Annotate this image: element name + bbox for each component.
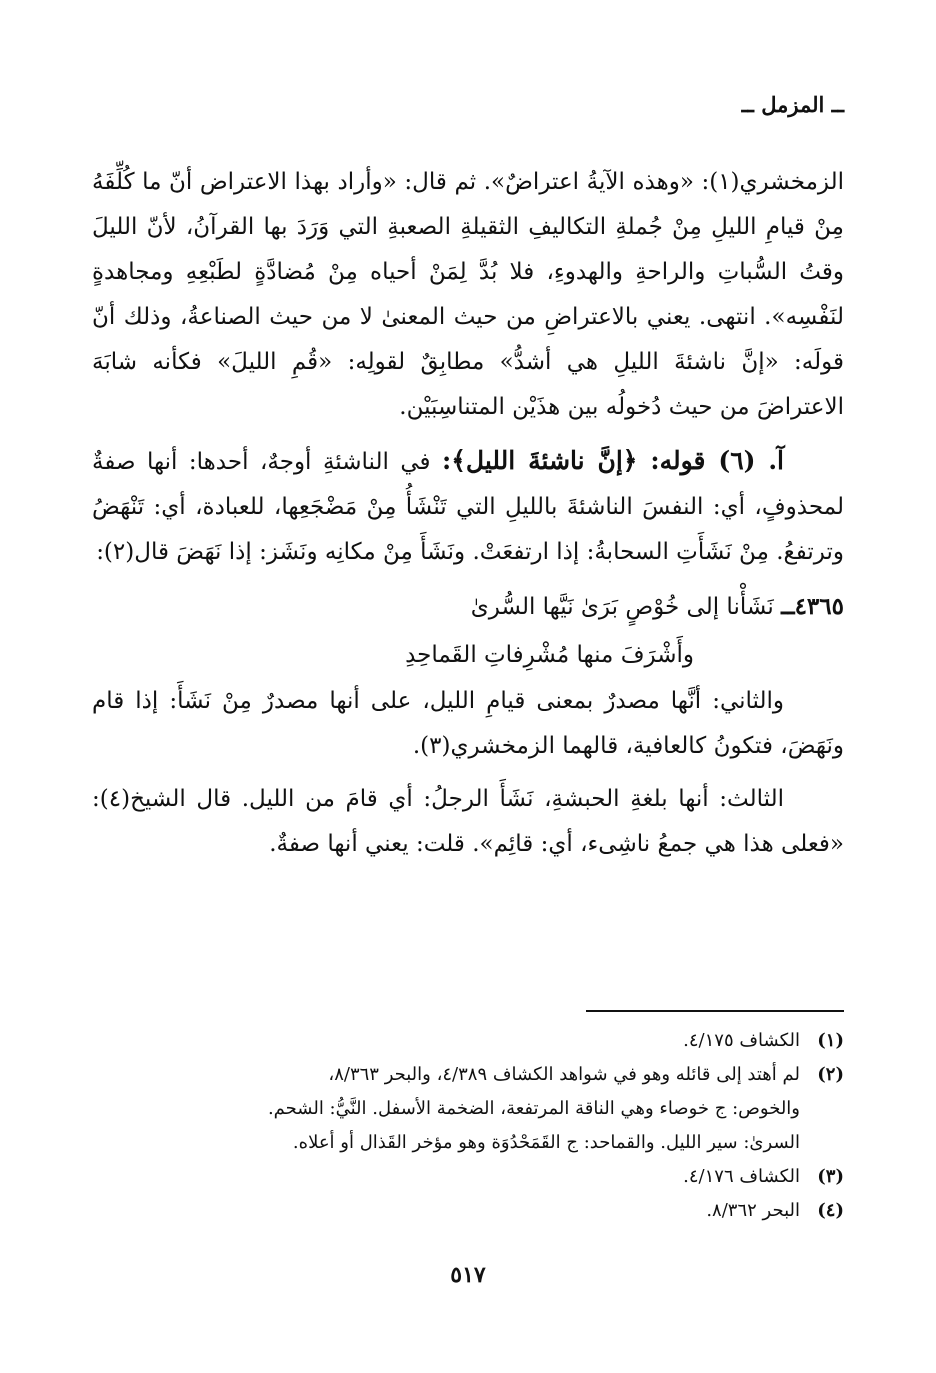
footnote-number: (١) (817, 1030, 844, 1051)
paragraph-2-text: في الناشئةِ أوجهٌ، أحدها: أنها صفةٌ لمحذوفٍ، أي: النفسَ الناشئةَ بالليلِ التي تَنْشَأُ مِنْ مَضْجَعِها، للعبادة، أي: تَنْهَضُ وترتفعُ. مِنْ نَشَأَتِ السحابةُ: إذا ارتفعَتْ. ونَشَأَ مِنْ مكانِه ونَشَز: إذا نَهَضَ قال(٢): (92, 449, 844, 565)
page-number: ٥١٧ (450, 1262, 486, 1288)
verse-line-1 (92, 583, 844, 631)
main-text (92, 160, 844, 875)
footnote-line: لم أهتد إلى قائله وهو في شواهد الكشاف ٤/٣٨٩، والبحر ٨/٣٦٣، (328, 1064, 800, 1085)
paragraph-3: والثاني: أنَّها مصدرٌ بمعنى قيامِ الليل، على أنها مصدرٌ مِنْ نَشَأَ: إذا قام ونَهَضَ، فتكونُ كالعافية، قالهما الزمخشري(٣). (92, 688, 844, 759)
footnote-text (84, 1194, 800, 1228)
footnote-text (84, 1024, 800, 1058)
verse-heading: آ. (٦) قوله: ﴿إنَّ ناشئةَ الليل﴾: (442, 446, 785, 475)
footnote-divider (586, 1010, 844, 1012)
footnote-line: السرىٰ: سير الليل. والقماحد: ج القَمَحْدُوَة وهو مؤخر القَذال أو أعلاه. (292, 1132, 800, 1153)
footnote-2 (84, 1058, 844, 1160)
footnote-line: البحر ٨/٣٦٢. (706, 1200, 800, 1221)
poem-verse (92, 583, 844, 679)
footnote-number: (٢) (817, 1064, 844, 1085)
verse-line-2: وأَشْرَفَ منها مُشْرِفاتِ القَماحِدِ (405, 642, 694, 668)
footnote-1 (84, 1024, 844, 1058)
footnote-line: الكشاف ٤/١٧٥. (683, 1030, 800, 1051)
paragraph-2 (92, 438, 844, 575)
footnotes (84, 1024, 844, 1228)
footnote-number: (٤) (817, 1200, 844, 1221)
footnote-3 (84, 1160, 844, 1194)
footnote-number: (٣) (817, 1166, 844, 1187)
verse-line-1-text: نَشَأْنا إلى خُوْصٍ بَرَىٰ نَيَّها السُّرىٰ (470, 594, 774, 620)
running-header: ــ المزمل ــ (741, 92, 844, 117)
paragraph-1: الزمخشري(١): «وهذه الآيةُ اعتراضٌ». ثم قال: «وأراد بهذا الاعتراض أنّ ما كُلِّفَهُ مِنْ قيامِ الليلِ مِنْ جُملةِ التكاليفِ الثقيلةِ الصعبةِ التي وَرَدَ بها القرآنُ، لأنّ الليلَ وقتُ السُّباتِ والراحةِ والهدوءِ، فلا بُدَّ لِمَنْ أحياه مِنْ مُضادَّةٍ لطَبْعِهِ ومجاهدةٍ لنَفْسِه». انتهى. يعني بالاعتراضِ من حيث المعنىٰ لا من حيث الصناعةُ، وذلك أنّ قولَه: «إنَّ ناشئةَ الليلِ هي أشدُّ» مطابِقٌ لقولِه: «قُمِ الليلَ» فكأنه شابَهَ الاعتراضَ من حيث دُخولُه بين هذَيْن المتناسِبَيْن. (92, 169, 844, 420)
footnote-line: والخوص: ج خوصاء وهي الناقة المرتفعة، الضخمة الأسفل. النَّيُّ: الشحم. (267, 1098, 800, 1119)
verse-number: ٤٣٦٥ــ (781, 593, 844, 620)
footnote-4 (84, 1194, 844, 1228)
footnote-text (84, 1058, 800, 1160)
paragraph-4: الثالث: أنها بلغةِ الحبشةِ، نَشَأَ الرجلُ: أي قامَ من الليل. قال الشيخ(٤): «فعلى هذا هي جمعُ ناشِىء، أي: قائِم». قلت: يعني أنها صفةٌ. (92, 786, 844, 857)
footnote-text (84, 1160, 800, 1194)
footnote-line: الكشاف ٤/١٧٦. (683, 1166, 800, 1187)
